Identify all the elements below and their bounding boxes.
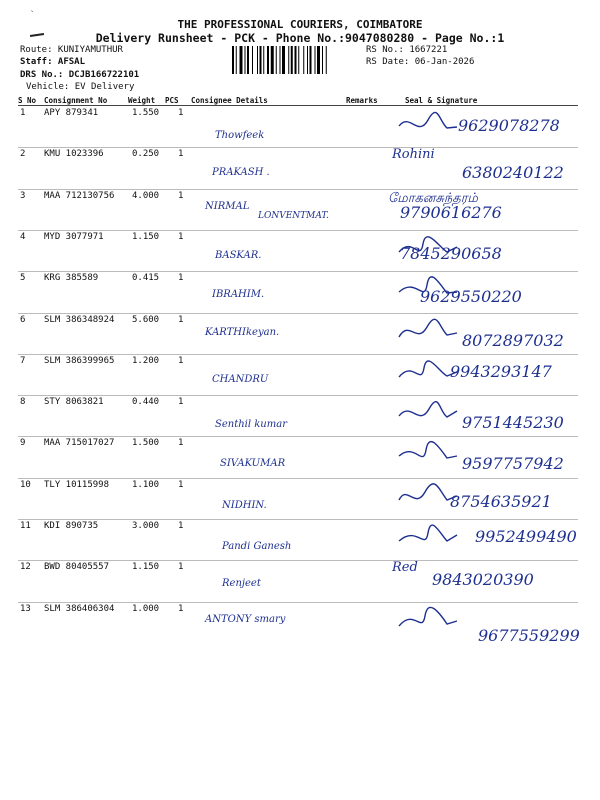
row-sno: 7 (20, 355, 26, 366)
row-pcs: 1 (178, 314, 184, 325)
row-phone: 9677559299 (478, 625, 580, 645)
row-consignee-name: NIRMAL (205, 200, 250, 212)
row-consignee-name: SIVAKUMAR (220, 458, 286, 470)
row-pcs: 1 (178, 190, 184, 201)
row-divider (18, 271, 578, 272)
vehicle-label: Vehicle: EV Delivery (26, 82, 135, 92)
row-pcs: 1 (178, 479, 184, 490)
row-phone: 9629550220 (420, 287, 522, 307)
barcode-bar (317, 46, 320, 74)
barcode-bar (267, 46, 269, 74)
signature-stroke (399, 319, 457, 337)
barcode-bar (271, 46, 274, 74)
corner-mark: ` (30, 10, 35, 19)
signature-scribble (395, 275, 465, 305)
barcode-bar (236, 46, 237, 74)
row-weight: 1.550 (132, 108, 160, 118)
row-divider (18, 147, 578, 148)
row-sno: 6 (20, 314, 26, 325)
rs-date: RS Date: 06-Jan-2026 (366, 57, 475, 67)
barcode-bar (232, 46, 234, 74)
row-weight: 0.250 (132, 149, 160, 160)
row-sno: 1 (20, 108, 26, 118)
row-consignment-no: MAA 712130756 (44, 190, 115, 201)
row-consignee-name: Renjeet (222, 578, 261, 590)
row-phone: 7845290658 (400, 243, 502, 263)
row-divider (18, 478, 578, 479)
barcode-bar (291, 46, 293, 74)
row-phone: 8072897032 (462, 330, 564, 350)
row-signature-name: மோகனசுந்தரம் (388, 190, 478, 206)
row-pcs: 1 (178, 108, 184, 118)
row-weight: 5.600 (132, 314, 160, 325)
row-divider (18, 519, 578, 520)
row-consignment-no: STY 8063821 (44, 397, 104, 408)
row-sno: 11 (20, 521, 31, 531)
row-phone: 8754635921 (450, 491, 552, 511)
row-weight: 4.000 (132, 190, 160, 201)
signature-scribble (395, 317, 465, 347)
barcode-bar (240, 46, 243, 74)
barcode-bar (260, 46, 262, 74)
signature-stroke (399, 402, 457, 417)
barcode-bar (247, 46, 249, 74)
row-phone: 9952499490 (475, 527, 577, 546)
row-weight: 1.100 (132, 479, 160, 490)
barcode-bar (298, 46, 299, 74)
signature-stroke (399, 607, 457, 626)
row-divider (18, 602, 578, 603)
row-divider (18, 395, 578, 396)
row-pcs: 1 (178, 521, 184, 531)
signature-scribble (395, 482, 465, 512)
barcode-bar (280, 46, 281, 74)
row-consignment-no: APY 879341 (44, 108, 99, 118)
row-consignee-name-2: LONVENTMAT. (258, 210, 329, 221)
row-consignment-no: KDI 890735 (44, 521, 99, 531)
signature-stroke (399, 112, 457, 128)
barcode-bar (263, 46, 264, 74)
barcode-bar (326, 46, 327, 74)
row-consignment-no: SLM 386406304 (44, 603, 115, 614)
barcode-bar (295, 46, 297, 74)
row-consignee-name: Senthil kumar (215, 419, 287, 431)
signature-stroke (399, 277, 457, 293)
row-weight: 1.500 (132, 438, 160, 449)
col-remarks: Remarks (346, 96, 378, 105)
barcode-bar (322, 46, 323, 74)
row-phone: 9751445230 (462, 413, 564, 433)
row-sno: 2 (20, 149, 26, 160)
row-sno: 8 (20, 397, 26, 408)
row-sno: 12 (20, 562, 31, 573)
row-phone: 9629078278 (458, 116, 560, 135)
row-weight: 1.150 (132, 231, 160, 242)
row-consignee-name: Pandi Ganesh (222, 541, 292, 552)
row-phone: 9843020390 (432, 570, 534, 590)
barcode-bar (245, 46, 246, 74)
row-consignee-name: ANTONY smary (205, 613, 286, 625)
col-consignment: Consignment No (44, 96, 108, 105)
row-phone: 9790616276 (400, 202, 502, 222)
signature-stroke (399, 442, 457, 458)
barcode-bar (257, 46, 258, 74)
row-sno: 3 (20, 190, 26, 201)
row-sno: 4 (20, 231, 26, 242)
row-consignee-name: Thowfeek (215, 130, 265, 141)
barcode-bar (276, 46, 277, 74)
row-consignment-no: BWD 80405557 (44, 562, 110, 573)
signature-scribble (395, 399, 465, 429)
signature-scribble (395, 606, 465, 636)
row-consignment-no: SLM 386348924 (44, 314, 115, 325)
signature-scribble (395, 358, 465, 388)
row-weight: 1.000 (132, 603, 160, 614)
row-divider (18, 436, 578, 437)
row-weight: 1.150 (132, 562, 160, 573)
signature-stroke (399, 237, 457, 252)
signature-stroke (399, 525, 457, 541)
route-label: Route: KUNIYAMUTHUR (20, 45, 123, 55)
row-sno: 5 (20, 273, 26, 284)
row-consignment-no: TLY 10115998 (44, 479, 110, 490)
col-weight: Weight (128, 96, 156, 105)
row-phone: 6380240122 (462, 163, 564, 183)
row-consignment-no: KRG 385589 (44, 273, 99, 284)
row-divider (18, 354, 578, 355)
row-consignee-name: NIDHIN. (222, 499, 267, 511)
barcode-bar (252, 46, 253, 74)
row-pcs: 1 (178, 273, 184, 284)
staff-label: Staff: AFSAL (20, 57, 86, 67)
col-sno: S No (18, 96, 37, 105)
row-phone: 9943293147 (450, 361, 552, 381)
row-consignee-name: KARTHIkeyan. (205, 326, 280, 338)
row-consignment-no: KMU 1023396 (44, 149, 104, 160)
signature-scribble (395, 523, 465, 553)
barcode-bar (315, 46, 316, 74)
company-title: THE PROFESSIONAL COURIERS, COIMBATORE (177, 18, 423, 31)
row-signature-name: Red (392, 560, 418, 576)
row-sno: 13 (20, 603, 31, 614)
rs-number: RS No.: 1667221 (366, 45, 448, 55)
row-pcs: 1 (178, 438, 184, 449)
barcode-bar (310, 46, 312, 74)
row-pcs: 1 (178, 603, 184, 614)
row-pcs: 1 (178, 231, 184, 242)
signature-scribble (395, 234, 465, 264)
barcode-bar (303, 46, 304, 74)
barcode-bar (288, 46, 289, 74)
row-sno: 9 (20, 438, 26, 449)
row-weight: 0.415 (132, 273, 160, 284)
row-phone: 9597757942 (462, 454, 564, 474)
row-weight: 3.000 (132, 521, 160, 531)
signature-stroke (399, 361, 457, 377)
row-consignee-name: IBRAHIM. (212, 289, 265, 301)
barcode-bar (307, 46, 308, 74)
row-divider (18, 189, 578, 190)
row-pcs: 1 (178, 397, 184, 408)
row-pcs: 1 (178, 149, 184, 160)
header-rule (18, 105, 578, 106)
signature-scribble (395, 110, 465, 140)
row-weight: 0.440 (132, 397, 160, 408)
row-divider (18, 313, 578, 314)
col-signature: Seal & Signature (405, 96, 478, 105)
row-consignee-name: BASKAR. (215, 249, 262, 261)
row-pcs: 1 (178, 355, 184, 366)
barcode (232, 46, 362, 74)
row-consignment-no: SLM 386399965 (44, 355, 115, 366)
signature-stroke (399, 484, 457, 500)
row-divider (18, 230, 578, 231)
col-consignee: Consignee Details (191, 96, 268, 105)
barcode-bar (282, 46, 285, 74)
signature-scribble (395, 440, 465, 470)
row-consignment-no: MYD 3077971 (44, 231, 104, 242)
row-signature-name: Rohini (392, 147, 435, 163)
row-sno: 10 (20, 479, 31, 490)
drs-label: DRS No.: DCJB166722101 (20, 70, 140, 80)
row-consignment-no: MAA 715017027 (44, 438, 115, 449)
row-consignee-name: PRAKASH . (212, 167, 270, 179)
row-pcs: 1 (178, 562, 184, 573)
row-weight: 1.200 (132, 355, 160, 366)
col-pcs: PCS (165, 96, 179, 105)
row-divider (18, 560, 578, 561)
runsheet-title: Delivery Runsheet - PCK - Phone No.:9047080280 - Page No.:1 (95, 31, 505, 45)
row-consignee-name: CHANDRU (212, 373, 269, 385)
